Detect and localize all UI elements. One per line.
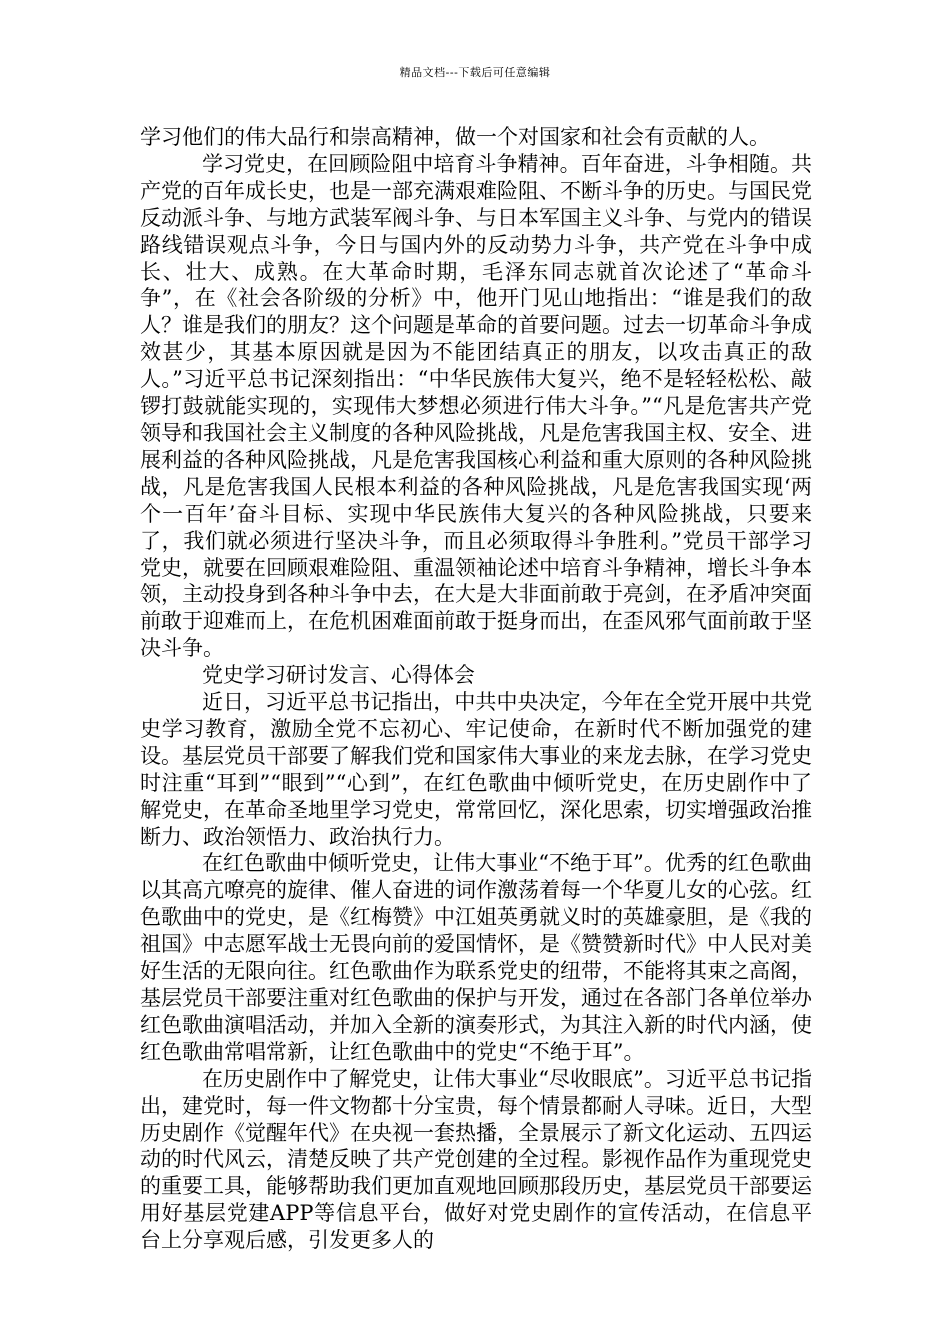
- paragraph: 在历史剧作中了解党史，让伟大事业“尽收眼底”。习近平总书记指出，建党时，每一件文物都十分宝贵，每个情景都耐人寻味。近日，大型历史剧作《觉醒年代》在央视一套热播，全景展示了新文化运动、五四运动的时代风云，清楚反映了共产党创建的全过程。影视作品作为重现党史的重要工具，能够帮助我们更加直观地回顾那段历史，基层党员干部要运用好基层党建APP等信息平台，做好对党史剧作的宣传活动，在信息平台上分享观后感，引发更多人的: [140, 1066, 812, 1253]
- paragraph: 学习他们的伟大品行和崇高精神，做一个对国家和社会有贡献的人。: [140, 125, 770, 149]
- paragraph: 近日，习近平总书记指出，中共中央决定，今年在全党开展中共党史学习教育，激励全党不忘初心、牢记使命，在新时代不断加强党的建设。基层党员干部要了解我们党和国家伟大事业的来龙去脉，在学习党史时注重“耳到”“眼到”“心到”，在红色歌曲中倾听党史，在历史剧作中了解党史，在革命圣地里学习党史，常常回忆，深化思索，切实增强政治推断力、政治领悟力、政治执行力。: [140, 690, 812, 849]
- page-header: 精品文档---下载后可任意编辑: [399, 66, 551, 79]
- paragraph: 在红色歌曲中倾听党史，让伟大事业“不绝于耳”。优秀的红色歌曲以其高亢嘹亮的旋律、催人奋进的词作激荡着每一个华夏儿女的心弦。红色歌曲中的党史，是《红梅赞》中江姐英勇就义时的英雄豪胆，是《我的祖国》中志愿军战士无畏向前的爱国情怀，是《赞赞新时代》中人民对美好生活的无限向往。红色歌曲作为联系党史的纽带，不能将其束之高阁，基层党员干部要注重对红色歌曲的保护与开发，通过在各部门各单位举办红色歌曲演唱活动，并加入全新的演奏形式，为其注入新的时代内涵，使红色歌曲常唱常新，让红色歌曲中的党史“不绝于耳”。: [140, 851, 812, 1064]
- section-heading: 党史学习研讨发言、心得体会: [201, 663, 475, 688]
- paragraph: 学习党史，在回顾险阻中培育斗争精神。百年奋进，斗争相随。共产党的百年成长史，也是一部充满艰难险阻、不断斗争的历史。与国民党反动派斗争、与地方武装军阀斗争、与日本军国主义斗争、与党内的错误路线错误观点斗争，今日与国内外的反动势力斗争，共产党在斗争中成长、壮大、成熟。在大革命时期，毛泽东同志就首次论述了“革命斗争”，在《社会各阶级的分析》中，他开门见山地指出：“谁是我们的敌人？谁是我们的朋友？这个问题是革命的首要问题。过去一切革命斗争成效甚少，其基本原因就是因为不能团结真正的朋友，以攻击真正的敌人。”习近平总书记深刻指出：“中华民族伟大复兴，绝不是轻轻松松、敲锣打鼓就能实现的，实现伟大梦想必须进行伟大斗争。”“凡是危害共产党领导和我国社会主义制度的各种风险挑战，凡是危害我国主权、安全、进展利益的各种风险挑战，凡是危害我国核心利益和重大原则的各种风险挑战，凡是危害我国人民根本利益的各种风险挑战，凡是危害我国实现‘两个一百年’奋斗目标、实现中华民族伟大复兴的各种风险挑战，只要来了，我们就必须进行坚决斗争，而且必须取得斗争胜利。”党员干部学习党史，就要在回顾艰难险阻、重温领袖论述中培育斗争精神，增长斗争本领，主动投身到各种斗争中去，在大是大非面前敢于亮剑，在矛盾冲突面前敢于迎难而上，在危机困难面前敢于挺身而出，在歪风邪气面前敢于坚决斗争。: [140, 151, 812, 661]
- document-body: [140, 124, 812, 1254]
